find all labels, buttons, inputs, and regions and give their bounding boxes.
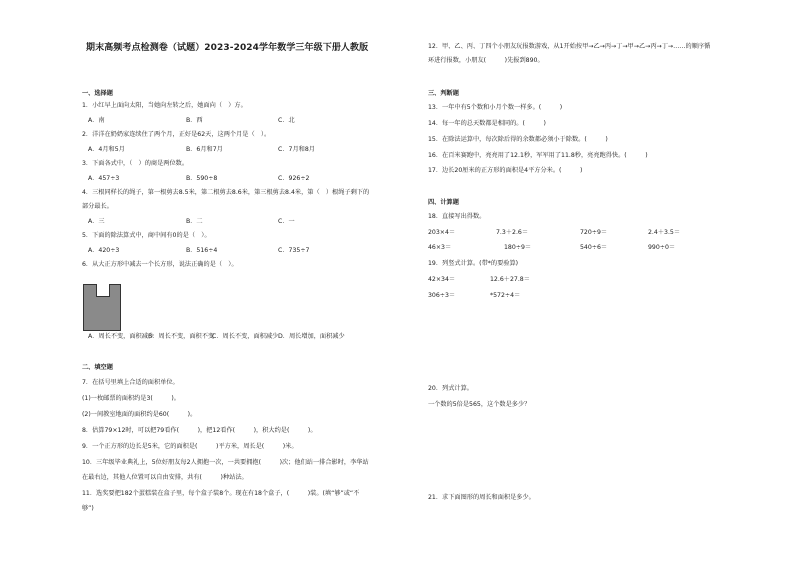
q6-option-d: D．周长增加，面积减少 <box>278 333 345 340</box>
question-7: 7．在括号里填上合适的面积单位。 <box>82 379 179 386</box>
question-4-line2: 部分最长。 <box>82 203 113 210</box>
question-6: 6．从大正方形中减去一个长方形，说法正确的是（ ）。 <box>82 261 238 268</box>
q5-option-a: A．420÷3 <box>88 247 120 254</box>
question-11-line2: 够”) <box>82 505 94 512</box>
section-heading-calc: 四、计算题 <box>428 199 459 206</box>
calc-18-4: 2.4＋3.5＝ <box>648 229 681 236</box>
question-11-line1: 11．选奖要把182个蛋糕装在盒子里，每个盒子装8个。现在有18个盒子，( )装。(填“够”或“不 <box>82 490 360 497</box>
page-title: 期末高频考点检测卷（试题）2023-2024学年数学三年级下册人教版 <box>86 43 369 53</box>
calc-18-7: 540÷6＝ <box>580 244 608 251</box>
section-heading-fill: 二、填空题 <box>82 364 113 371</box>
question-17: 17．边长20厘米的正方形的面积是4平方分米。( ) <box>428 167 583 174</box>
q6-option-a: A．周长不变，面积减少 <box>88 333 155 340</box>
question-3: 3．下面各式中，（ ）的商是两位数。 <box>82 160 189 167</box>
question-13: 13．一年中有5个数和小月个数一样多。( ) <box>428 104 563 111</box>
calc-18-6: 180÷9＝ <box>504 244 532 251</box>
calc-19-1: 42×34＝ <box>428 276 456 283</box>
q1-option-b: B．西 <box>186 117 203 124</box>
q3-option-a: A．457÷3 <box>88 175 120 182</box>
question-12-line1: 12．甲、乙、丙、丁四个小朋友玩报数游戏，从1开始按甲→乙→丙→丁→甲→乙→丙→丁→……的顺序循 <box>428 43 711 50</box>
q6-option-b: B．周长不变，面积不变 <box>148 333 215 340</box>
calc-19-2: 12.6＋27.8＝ <box>490 276 530 283</box>
q6-option-c: C．周长不变，面积减少 <box>212 333 279 340</box>
question-9: 9．一个正方形的边长是5米，它的面积是( )平方米，周长是( )米。 <box>82 443 298 450</box>
q5-option-b: B．516÷4 <box>186 247 218 254</box>
q3-option-c: C．926÷2 <box>278 175 310 182</box>
question-18: 18．直接写出得数。 <box>428 213 486 220</box>
question-2: 2．洋洋在奶奶家连续住了两个月，正好是62天，这两个月是（ ）。 <box>82 131 271 138</box>
q2-option-a: A．4月和5月 <box>88 146 125 153</box>
calc-18-1: 203×4＝ <box>428 229 456 236</box>
calc-18-3: 720÷9＝ <box>580 229 608 236</box>
q3-option-b: B．590÷8 <box>186 175 218 182</box>
q6-cutout-rectangle <box>96 284 110 297</box>
question-8: 8．估算79×12时，可以把79看作( )，把12看作( )，积大约是( )。 <box>82 427 317 434</box>
question-10-line2: 在最右边，其他人位置可以自由安排，共有( )种站法。 <box>82 474 248 481</box>
question-21: 21．求下面图形的周长和面积是多少。 <box>428 494 535 501</box>
question-20: 20．列式计算。 <box>428 385 473 392</box>
calc-19-4: *572÷4＝ <box>490 292 521 299</box>
q4-option-b: B．二 <box>186 218 203 225</box>
question-14: 14．每一年的总天数都是相同的。( ) <box>428 120 546 127</box>
question-15: 15．在除法运算中，每次除后得的余数都必须小于除数。( ) <box>428 136 608 143</box>
q2-option-b: B．6月和7月 <box>186 146 223 153</box>
question-7-part2: (2)一间教室地面的面积约是60( )。 <box>82 411 197 418</box>
question-10-line1: 10．三年级毕业典礼上，5位好朋友每2人拥抱一次，一共要拥抱( )次；他们站一排合影时，李华站 <box>82 459 369 466</box>
q5-option-c: C．735÷7 <box>278 247 310 254</box>
calc-18-2: 7.3＋2.6＝ <box>496 229 529 236</box>
calc-18-8: 990÷0＝ <box>648 244 676 251</box>
question-7-part1: (1)一枚邮票的面积约是3( )。 <box>82 395 180 402</box>
q1-option-c: C．北 <box>278 117 295 124</box>
section-heading-choice: 一、选择题 <box>82 90 113 97</box>
q1-option-a: A．南 <box>88 117 105 124</box>
q4-option-c: C．一 <box>278 218 295 225</box>
question-1: 1．小红早上面向太阳，当她向左转之后，她面向（ ）方。 <box>82 102 247 109</box>
q2-option-c: C．7月和8月 <box>278 146 315 153</box>
q4-option-a: A．三 <box>88 218 105 225</box>
calc-18-5: 46×3＝ <box>428 244 452 251</box>
question-12-line2: 环进行报数，小朋友( )先报到890。 <box>428 57 544 64</box>
calc-19-3: 306÷3＝ <box>428 292 456 299</box>
section-heading-judge: 三、判断题 <box>428 90 459 97</box>
question-19: 19．列竖式计算。(带*的要验算) <box>428 260 519 267</box>
q6-square-figure <box>83 284 121 331</box>
question-20-text: 一个数的5倍是565，这个数是多少？ <box>428 401 531 408</box>
question-4-line1: 4．三根同样长的绳子，第一根剪去8.5米，第二根剪去8.6米，第三根剪去8.4米，第（ ）根绳子剩下的 <box>82 189 370 196</box>
question-5: 5．下面的除法算式中，商中间有0的是（ ）。 <box>82 232 211 239</box>
question-16: 16．在百米赛跑中，亮亮用了12.1秒，军军用了11.8秒，亮亮跑得快。( ) <box>428 152 648 159</box>
